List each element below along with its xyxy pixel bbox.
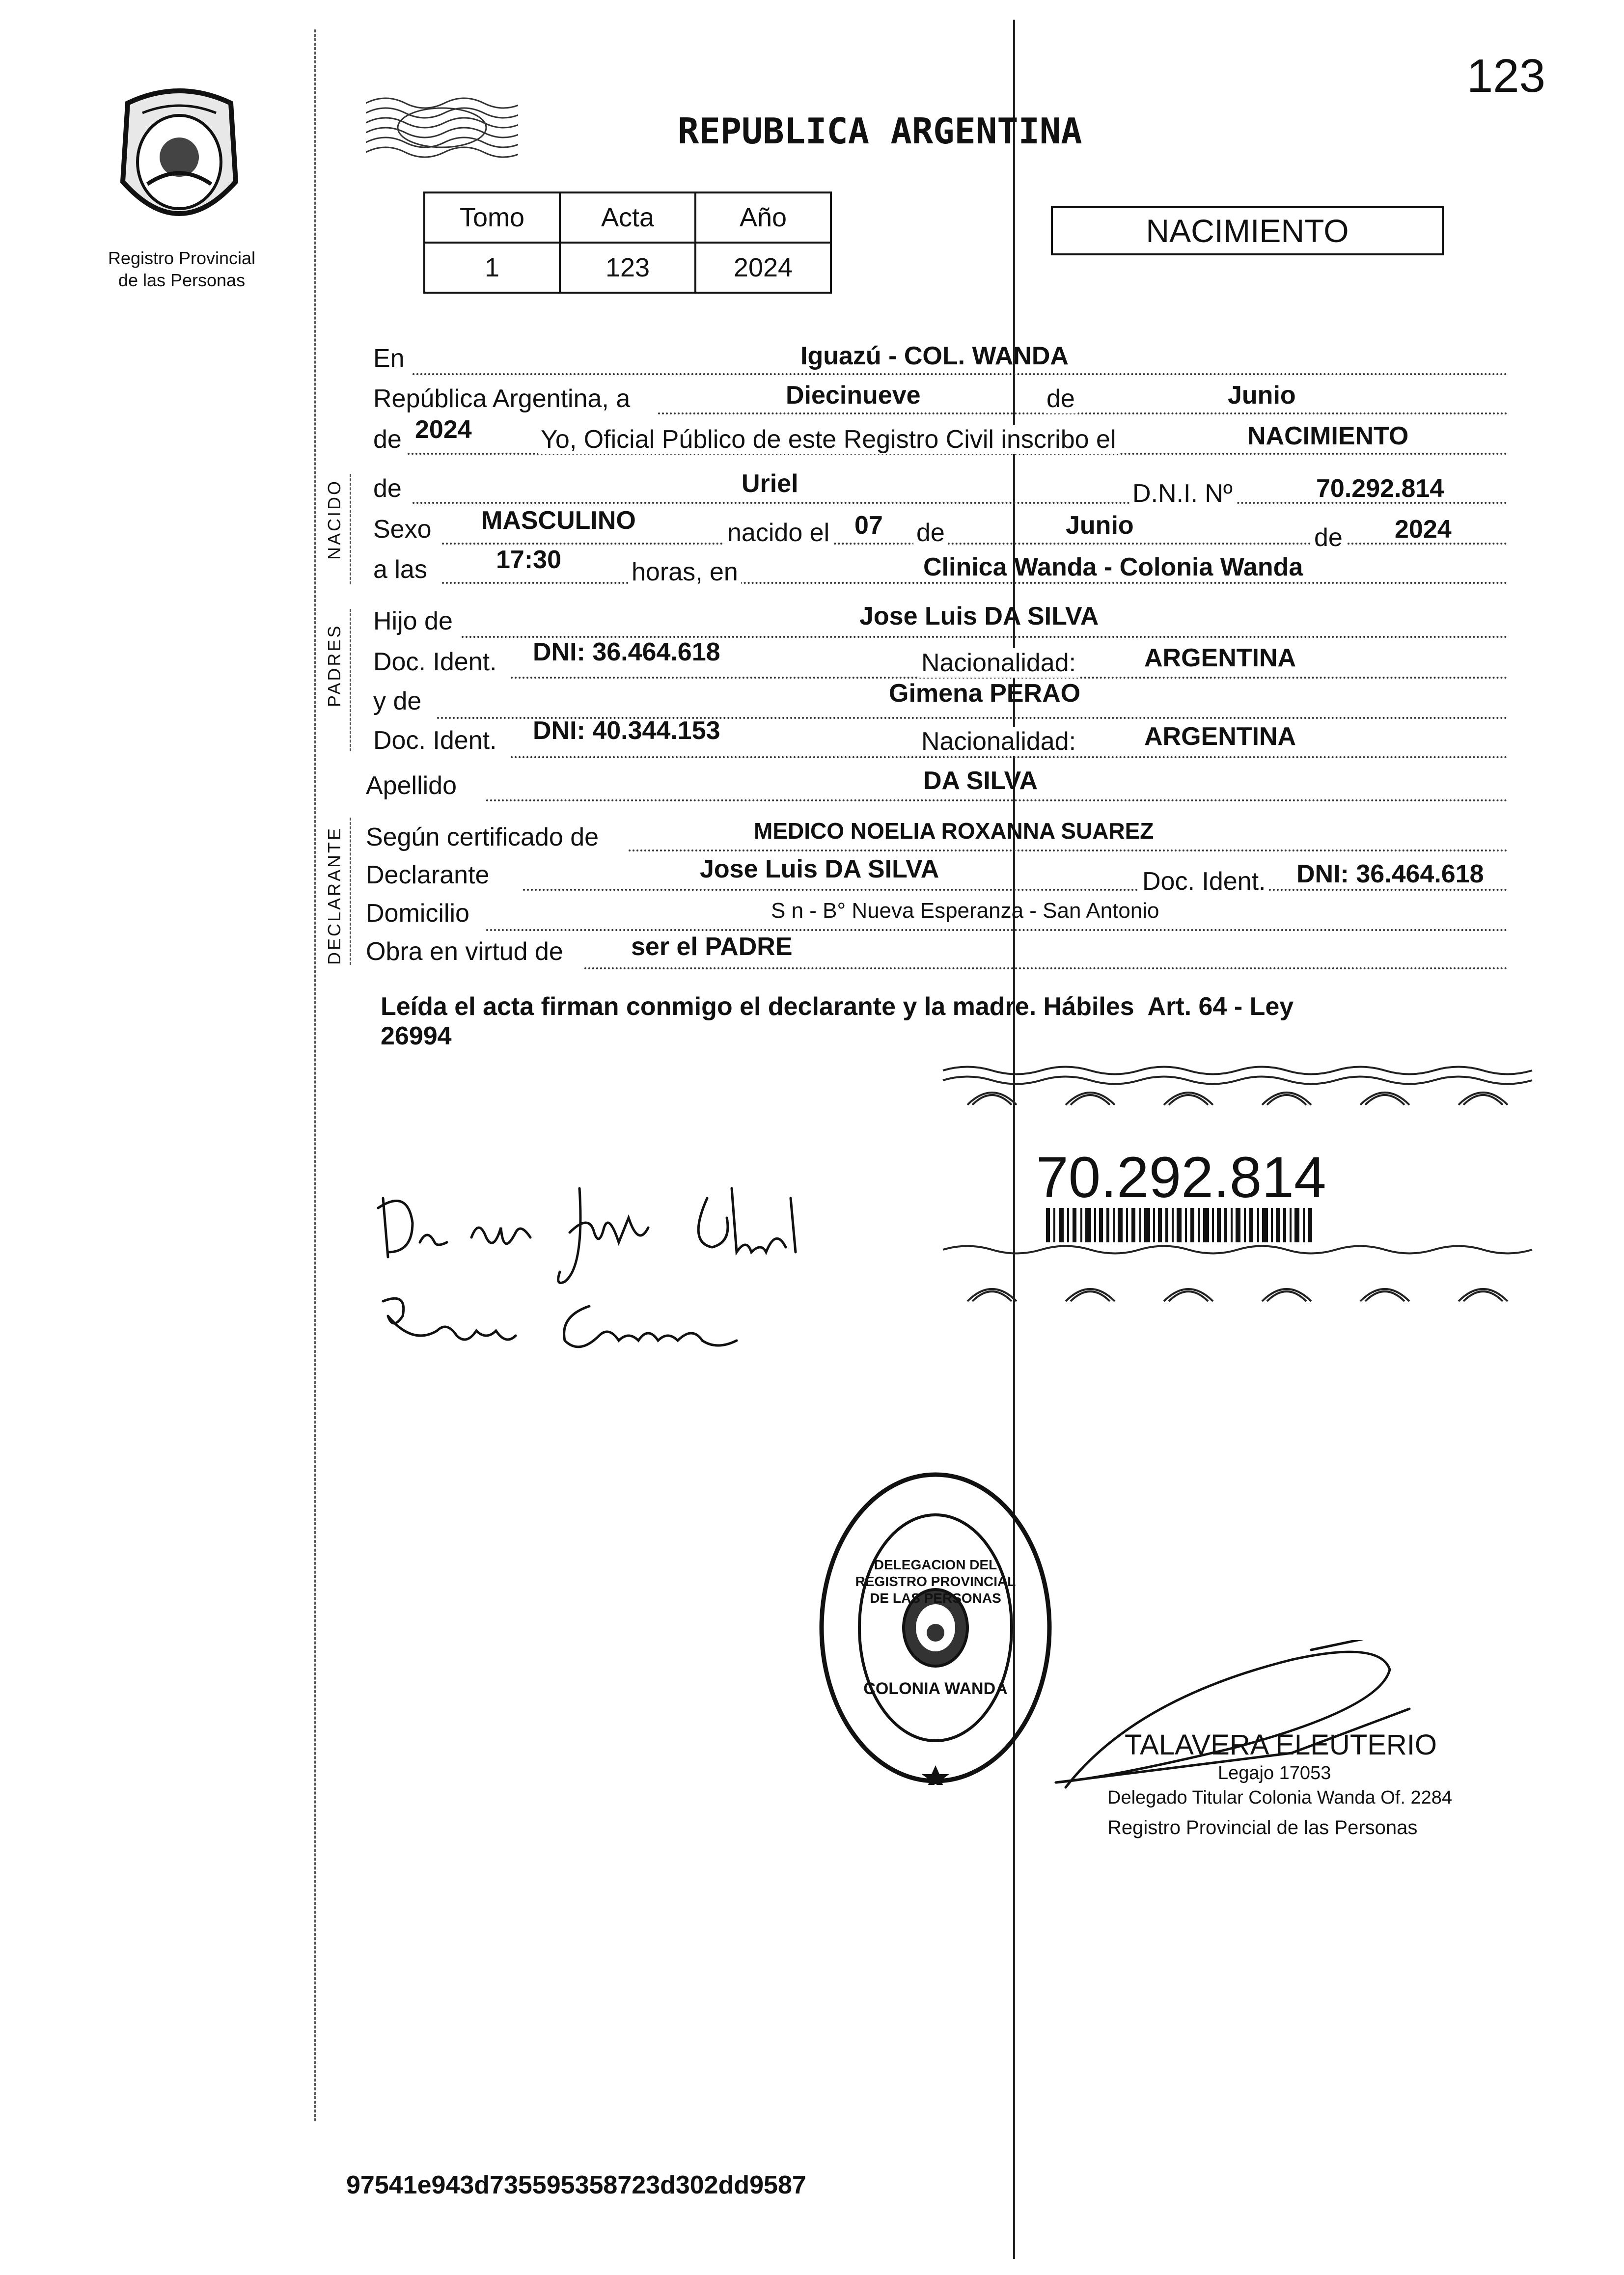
declarante-bracket [350, 818, 351, 965]
horas-label: horas, en [629, 557, 741, 587]
ano-header: Año [695, 192, 831, 243]
cert-label: Según certificado de [366, 823, 599, 851]
sexo-value: MASCULINO [481, 506, 636, 535]
barcode-icon [1046, 1208, 1312, 1242]
nacido-bracket [350, 474, 351, 584]
stamp-center-text: COLONIA WANDA [863, 1679, 1008, 1698]
rep-label: República Argentina, a [373, 384, 631, 413]
closing-text-2: 26994 [381, 1022, 452, 1050]
padres-bracket [350, 609, 351, 751]
officer-registry: Registro Provincial de las Personas [1107, 1817, 1418, 1838]
official-stamp-icon [818, 1471, 1053, 1785]
obra-label: Obra en virtud de [366, 937, 563, 966]
nacido-de-label: de [373, 474, 402, 503]
tomo-header: Tomo [424, 192, 560, 243]
father-nat-label: Nacionalidad: [918, 648, 1079, 678]
decl-doc-label: Doc. Ident. [1139, 867, 1268, 896]
nacido-month: Junio [1066, 511, 1134, 540]
apellido-label: Apellido [366, 771, 457, 800]
domicilio-value: S n - B° Nueva Esperanza - San Antonio [771, 899, 1159, 923]
intro-year: 2024 [415, 415, 472, 444]
decl-name: Jose Luis DA SILVA [700, 855, 939, 883]
decl-doc: DNI: 36.464.618 [1296, 860, 1484, 888]
mother-doc: DNI: 40.344.153 [533, 716, 720, 745]
mother-nat: ARGENTINA [1144, 722, 1296, 751]
signature-icon [373, 1287, 766, 1375]
intro-de-label: de [1044, 384, 1078, 413]
record-table [423, 192, 832, 294]
acta-header: Acta [560, 192, 695, 243]
registry-name-1: Registro Provincial [108, 248, 256, 268]
nacido-place: Clinica Wanda - Colonia Wanda [923, 553, 1303, 581]
cert-value: MEDICO NOELIA ROXANNA SUAREZ [754, 818, 1154, 844]
father-doc-label: Doc. Ident. [373, 648, 497, 676]
document-hash: 97541e943d735595358723d302dd9587 [346, 2171, 806, 2199]
nacido-dni: 70.292.814 [1316, 474, 1444, 503]
dni-sticker-number: 70.292.814 [1036, 1145, 1326, 1210]
sexo-label: Sexo [373, 515, 432, 544]
officer-position: Delegado Titular Colonia Wanda Of. 2284 [1107, 1787, 1453, 1808]
misiones-seal-icon [113, 83, 246, 241]
page-title: REPUBLICA ARGENTINA [678, 110, 1082, 152]
nacido-name: Uriel [742, 469, 798, 498]
declarante-section-label: DECLARANTE [324, 826, 344, 965]
dni-sticker [938, 1061, 1537, 1311]
father-doc: DNI: 36.464.618 [533, 638, 720, 666]
registry-logo [113, 83, 246, 241]
declarant-signature [373, 1169, 840, 1296]
dom-label: Domicilio [366, 899, 469, 928]
nacido-day: 07 [854, 511, 883, 540]
guilloche-icon [366, 93, 518, 160]
margin-line [314, 29, 316, 2121]
nacido-de-label-2: de [913, 518, 948, 548]
security-pattern [366, 93, 518, 160]
intro-act: NACIMIENTO [1247, 422, 1409, 450]
yde-label: y de [373, 687, 422, 715]
intro-year-label: de [373, 425, 402, 454]
nacido-section-label: NACIDO [324, 479, 344, 560]
delegation-stamp [818, 1471, 1053, 1785]
nacido-el-label: nacido el [724, 518, 832, 548]
page-number: 123 [1466, 50, 1545, 102]
officer-legajo: Legajo 17053 [1218, 1763, 1331, 1783]
alas-label: a las [373, 555, 427, 584]
record-table-values [424, 243, 831, 293]
closing-text-1: Leída el acta firman conmigo el declarante y la madre. Hábiles Art. 64 - Ley [381, 992, 1294, 1021]
record-table-header [424, 192, 831, 243]
nacido-year: 2024 [1395, 515, 1452, 544]
nacido-dni-label: D.N.I. Nº [1129, 479, 1236, 508]
apellido-value: DA SILVA [923, 767, 1038, 795]
mother-nat-label: Nacionalidad: [918, 727, 1079, 756]
intro-day: Diecinueve [786, 381, 921, 410]
intro-place: Iguazú - COL. WANDA [800, 342, 1069, 370]
signature-icon [373, 1169, 840, 1296]
decl-label: Declarante [366, 861, 490, 889]
acta-value: 123 [560, 243, 695, 293]
officer-name: TALAVERA ELEUTERIO [1125, 1729, 1437, 1761]
act-type-box [1051, 206, 1444, 255]
intro-month: Junio [1228, 381, 1296, 410]
oficial-text: Yo, Oficial Público de este Registro Civil inscribo el [538, 425, 1119, 454]
registry-name-2: de las Personas [118, 270, 246, 290]
father-nat: ARGENTINA [1144, 644, 1296, 672]
nacido-de-label-3: de [1311, 523, 1346, 552]
nacido-time: 17:30 [496, 546, 561, 574]
mother-name: Gimena PERAO [889, 679, 1081, 708]
padres-section-label: PADRES [324, 624, 344, 707]
en-label: En [373, 344, 405, 373]
tomo-value: 1 [424, 243, 560, 293]
father-name: Jose Luis DA SILVA [859, 602, 1099, 630]
mother-doc-label: Doc. Ident. [373, 726, 497, 755]
act-type-label: NACIMIENTO [1146, 213, 1349, 249]
obra-value: ser el PADRE [631, 932, 793, 961]
stamp-ring-text: DELEGACION DEL REGISTRO PROVINCIAL DE LAS PERSONAS [855, 1557, 1016, 1606]
mother-signature [373, 1287, 766, 1375]
hijo-label: Hijo de [373, 607, 453, 635]
ano-value: 2024 [695, 243, 831, 293]
